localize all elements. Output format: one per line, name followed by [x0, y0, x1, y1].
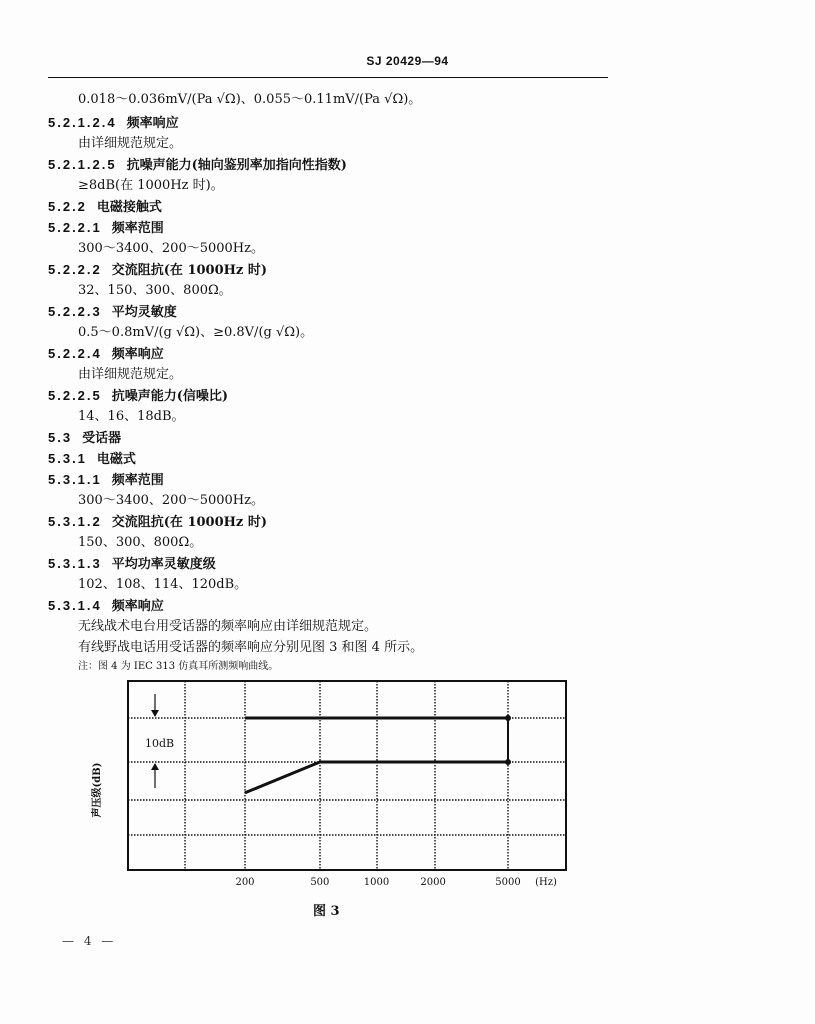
section-title: 平均功率灵敏度级 [111, 557, 216, 572]
body-text: 0.018～0.036mV/(Pa √Ω)、0.055～0.11mV/(Pa √Ω)。 [78, 92, 422, 107]
plot-frame [128, 681, 566, 870]
section-number: 5.2.2.3 [48, 304, 102, 319]
section-heading [48, 388, 228, 405]
section-number: 5.3.1 [48, 451, 87, 466]
page-number: — 4 — [62, 934, 117, 948]
section-heading [48, 304, 177, 321]
x-tick-label: 200 [235, 877, 255, 888]
section-number: 5.3.1.2 [48, 514, 102, 529]
figure-note: 注：图 4 为 IEC 313 仿真耳所测频响曲线。 [78, 661, 279, 672]
section-heading [48, 514, 267, 531]
section-number: 5.3.1.4 [48, 598, 102, 613]
body-text: 32、150、300、800Ω。 [78, 283, 232, 298]
section-number: 5.2.2.4 [48, 346, 102, 361]
section-title: 频率响应 [111, 599, 164, 614]
arrow-head-up-icon [151, 763, 159, 770]
body-text: 150、300、800Ω。 [78, 535, 203, 550]
section-title: 平均灵敏度 [111, 305, 177, 320]
section-heading [48, 262, 267, 279]
document-header: SJ 20429—94 [366, 54, 449, 68]
figure-caption: 图 3 [313, 904, 340, 919]
section-heading [48, 346, 164, 363]
section-title: 抗噪声能力(信噪比) [111, 389, 229, 404]
figure-3-chart [0, 670, 815, 900]
section-number: 5.2.2.1 [48, 220, 102, 235]
section-title: 交流阻抗(在 1000Hz 时) [111, 263, 267, 278]
body-text: ≥8dB(在 1000Hz 时)。 [78, 178, 224, 193]
arrow-head-down-icon [151, 710, 159, 717]
section-number: 5.2.1.2.5 [48, 157, 117, 172]
x-tick-label: 1000 [363, 877, 390, 888]
section-heading [48, 220, 164, 237]
section-heading [48, 430, 121, 447]
x-tick-label: 5000 [495, 877, 521, 888]
section-number: 5.2.2.2 [48, 262, 102, 277]
section-title: 频率范围 [111, 473, 164, 488]
section-number: 5.3.1.1 [48, 472, 102, 487]
section-title: 频率响应 [111, 347, 164, 362]
section-number: 5.3 [48, 430, 73, 445]
section-title: 交流阻抗(在 1000Hz 时) [111, 515, 267, 530]
section-heading [48, 157, 347, 174]
section-heading [48, 472, 164, 489]
section-heading [48, 199, 162, 216]
section-title: 电磁式 [96, 452, 136, 467]
section-number: 5.2.2.5 [48, 388, 102, 403]
body-text: 102、108、114、120dB。 [78, 577, 248, 592]
section-heading [48, 451, 136, 468]
x-tick-label: 2000 [420, 877, 446, 888]
x-unit-label: (Hz) [535, 877, 557, 888]
y-axis-label: 声压级(dB) [92, 762, 103, 818]
section-title: 受话器 [82, 431, 122, 446]
section-number: 5.2.1.2.4 [48, 115, 117, 130]
body-text: 无线战术电台用受话器的频率响应由详细规范规定。 [78, 619, 378, 634]
body-text: 14、16、18dB。 [78, 409, 185, 424]
section-number: 5.3.1.3 [48, 556, 102, 571]
section-heading [48, 598, 164, 615]
section-title: 频率响应 [126, 116, 179, 131]
scale-label: 10dB [145, 737, 175, 750]
section-title: 频率范围 [111, 221, 164, 236]
section-title: 抗噪声能力(轴向鉴别率加指向性指数) [126, 158, 347, 173]
section-title: 电磁接触式 [96, 200, 162, 215]
body-text: 300～3400、200～5000Hz。 [78, 241, 264, 256]
body-text: 由详细规范规定。 [78, 136, 183, 151]
x-tick-label: 500 [310, 877, 330, 888]
section-heading [48, 115, 179, 132]
body-text: 300～3400、200～5000Hz。 [78, 493, 264, 508]
header-divider [48, 77, 608, 78]
section-heading [48, 556, 216, 573]
body-text: 0.5～0.8mV/(g √Ω)、≥0.8V/(g √Ω)。 [78, 325, 314, 340]
body-text: 有线野战电话用受话器的频率响应分别见图 3 和图 4 所示。 [78, 640, 424, 655]
body-text: 由详细规范规定。 [78, 367, 183, 382]
section-number: 5.2.2 [48, 199, 87, 214]
